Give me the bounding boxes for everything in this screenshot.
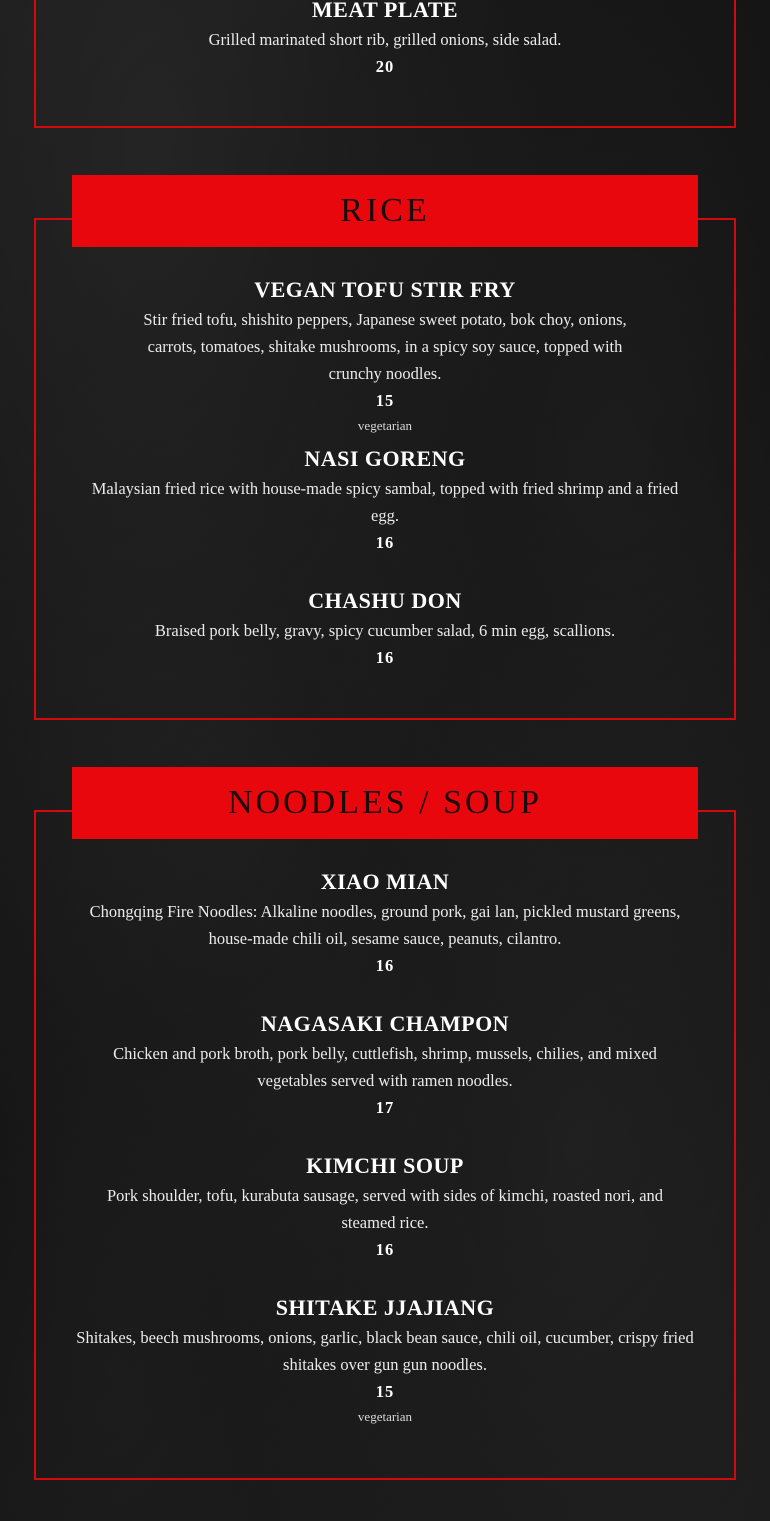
item-name: XIAO MIAN — [320, 869, 450, 894]
item-description: Shitakes, beech mushrooms, onions, garlic, black bean sauce, chili oil, cucumber, crispy fried shitakes over gun gun noodles. — [76, 1328, 694, 1374]
item-price: 20 — [375, 57, 395, 76]
item-name: NAGASAKI CHAMPON — [260, 1011, 510, 1036]
item-description: Malaysian fried rice with house-made spicy sambal, topped with fried shrimp and a fried egg. — [91, 479, 679, 525]
menu-item-chashu-don — [34, 587, 736, 671]
item-price: 15 — [375, 391, 395, 410]
item-tag-vegetarian: vegetarian — [357, 1409, 413, 1424]
item-name: CHASHU DON — [308, 588, 462, 613]
item-name: NASI GORENG — [304, 446, 466, 471]
section-title: NOODLES / SOUP — [227, 784, 543, 821]
menu-item-kimchi-soup — [34, 1152, 736, 1263]
item-name: KIMCHI SOUP — [306, 1153, 464, 1178]
menu-item-xiao-mian — [34, 868, 736, 979]
item-price: 16 — [375, 1240, 395, 1259]
item-description: Grilled marinated short rib, grilled onions, side salad. — [208, 30, 562, 49]
item-price: 15 — [375, 1382, 395, 1401]
item-description: Stir fried tofu, shishito peppers, Japanese sweet potato, bok choy, onions, carrots, tomatoes, shitake mushrooms, in a spicy soy sauce, topped with crunchy noodles. — [143, 310, 627, 383]
item-price: 16 — [375, 956, 395, 975]
menu-item-meat-plate — [34, 0, 736, 80]
item-price: 16 — [375, 648, 395, 667]
section-noodles-header — [72, 767, 698, 839]
menu-item-vegan-tofu-stir-fry — [34, 276, 736, 436]
item-description: Chicken and pork broth, pork belly, cuttlefish, shrimp, mussels, chilies, and mixed vegetables served with ramen noodles. — [113, 1044, 657, 1090]
item-tag-vegetarian: vegetarian — [357, 418, 413, 433]
item-description: Pork shoulder, tofu, kurabuta sausage, served with sides of kimchi, roasted nori, and steamed rice. — [106, 1186, 664, 1232]
item-description: Chongqing Fire Noodles: Alkaline noodles, ground pork, gai lan, pickled mustard greens, house-made chili oil, sesame sauce, peanuts, cilantro. — [89, 902, 681, 948]
section-rice-header — [72, 175, 698, 247]
menu-item-shitake-jjajiang — [34, 1294, 736, 1427]
item-name: MEAT PLATE — [311, 0, 459, 22]
item-price: 17 — [375, 1098, 395, 1117]
item-price: 16 — [375, 533, 395, 552]
menu-item-nasi-goreng — [34, 445, 736, 556]
item-name: VEGAN TOFU STIR FRY — [254, 277, 516, 302]
menu-item-nagasaki-champon — [34, 1010, 736, 1121]
section-title: RICE — [340, 192, 430, 229]
item-description: Braised pork belly, gravy, spicy cucumber salad, 6 min egg, scallions. — [154, 621, 616, 640]
item-name: SHITAKE JJAJIANG — [275, 1295, 495, 1320]
